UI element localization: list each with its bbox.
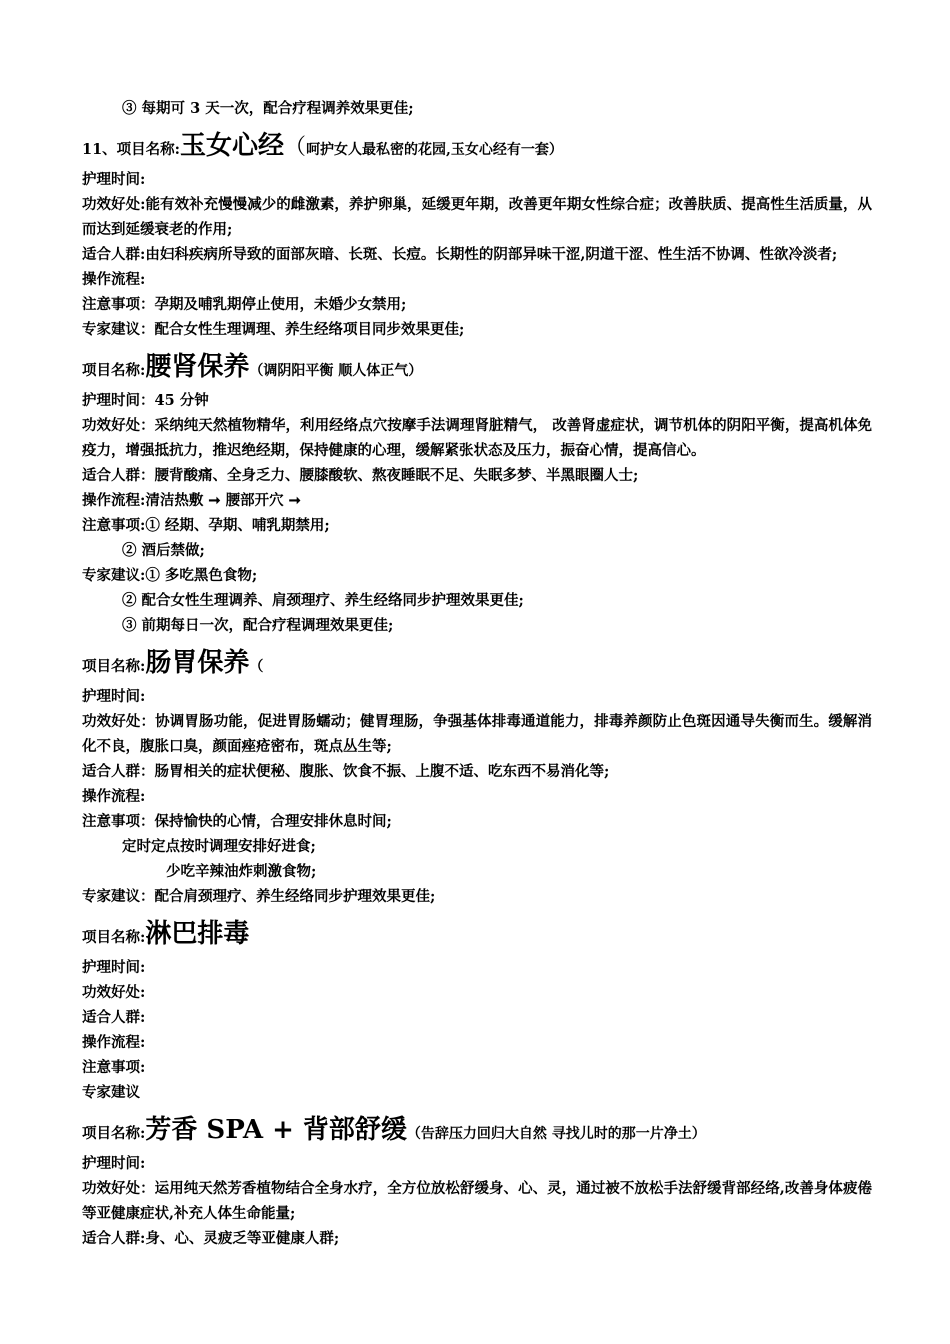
project-subtitle: （ [249,659,264,675]
project-subtitle: （调阴阳平衡 顺人体正气） [249,363,423,379]
care-time: 护理时间: [82,1155,146,1172]
target-audience: 适合人群:由妇科疾病所导致的面部灰暗、长斑、长痘。长期性的阴部异味干涩,阴道干涩、性生活不协调、性欲冷淡者; [82,246,838,263]
project-subtitle: 呵护女人最私密的花园,玉女心经有一套） [306,142,563,158]
project-label: 项目名称: [82,1125,146,1142]
precautions-item: 少吃辛辣油炸刺激食物; [166,863,317,880]
care-time: 护理时间: [82,959,146,976]
precautions: 注意事项：保持愉快的心情，合理安排休息时间; [82,813,392,830]
benefits: 功效好处：采纳纯天然植物精华，利用经络点穴按摩手法调理肾脏精气， 改善肾虚症状，调节机体的阴阳平衡，提高机体免疫力，增强抵抗力，推迟绝经期，保持健康的心理，缓解紧张状态及压力，振奋心情，提高信心。 [82,417,872,459]
session-frequency-note: ③ 每期可 3 天一次，配合疗程调养效果更佳; [122,100,414,117]
project-name: 芳香 SPA + 背部舒缓 [145,1115,407,1145]
project-name: 玉女心经 [180,131,285,161]
project-name: 肠胃保养 [145,648,250,678]
project-heading-spa [82,1111,872,1149]
target-audience: 适合人群: [82,1009,146,1026]
document-page [82,96,872,1251]
target-audience: 适合人群：腰背酸痛、全身乏力、腰膝酸软、熬夜睡眠不足、失眠多梦、半黑眼圈人士; [82,467,639,484]
expert-advice: 专家建议:① 多吃黑色食物; [82,567,258,584]
project-subtitle: （告辞压力回归大自然 寻找儿时的那一片净土） [406,1126,706,1142]
project-heading-yunv [82,127,872,165]
project-label: 项目名称: [82,362,146,379]
benefits: 功效好处：运用纯天然芳香植物结合全身水疗，全方位放松舒缓身、心、灵，通过被不放松手法舒缓背部经络,改善身体疲倦等亚健康症状,补充人体生命能量; [82,1180,872,1222]
benefits: 功效好处: [82,984,146,1001]
open-paren: （ [284,135,307,160]
project-label: 项目名称: [82,658,146,675]
expert-advice: 专家建议：配合肩颈理疗、养生经络同步护理效果更佳; [82,888,436,905]
care-time: 护理时间: [82,171,146,188]
precautions-item: 定时定点按时调理安排好进食; [122,838,316,855]
precautions: 注意事项：孕期及哺乳期停止使用，未婚少女禁用; [82,296,407,313]
expert-advice-item: ② 配合女性生理调养、肩颈理疗、养生经络同步护理效果更佳; [122,592,524,609]
benefits: 功效好处：协调胃肠功能，促进胃肠蠕动；健胃理肠，争强基体排毒通道能力，排毒养颜防止色斑因通导失衡而生。缓解消化不良，腹胀口臭，颜面痤疮密布，斑点丛生等; [82,713,872,755]
project-label: 11、项目名称: [82,141,181,158]
project-label: 项目名称: [82,929,146,946]
procedure: 操作流程: [82,1034,146,1051]
care-time: 护理时间: [82,688,146,705]
precautions-item: ② 酒后禁做; [122,542,205,559]
target-audience: 适合人群：肠胃相关的症状便秘、腹胀、饮食不振、上腹不适、吃东西不易消化等; [82,763,610,780]
care-time: 护理时间：45 分钟 [82,392,209,409]
expert-advice: 专家建议 [82,1084,140,1101]
expert-advice-item: ③ 前期每日一次，配合疗程调理效果更佳; [122,617,394,634]
project-heading-changwei [82,644,872,682]
project-heading-linba [82,915,872,953]
project-heading-yaoshen [82,348,872,386]
precautions: 注意事项:① 经期、孕期、哺乳期禁用; [82,517,330,534]
target-audience: 适合人群:身、心、灵疲乏等亚健康人群; [82,1230,340,1247]
precautions: 注意事项: [82,1059,146,1076]
procedure: 操作流程:清洁热敷 ➞ 腰部开穴 ➞ [82,492,301,509]
project-name: 腰肾保养 [145,352,250,382]
expert-advice: 专家建议：配合女性生理调理、养生经络项目同步效果更佳; [82,321,465,338]
project-name: 淋巴排毒 [145,919,250,949]
procedure: 操作流程: [82,788,146,805]
benefits: 功效好处:能有效补充慢慢减少的雌激素，养护卵巢，延缓更年期，改善更年期女性综合症；改善肤质、提高性生活质量，从而达到延缓衰老的作用; [82,196,872,238]
procedure: 操作流程: [82,271,146,288]
